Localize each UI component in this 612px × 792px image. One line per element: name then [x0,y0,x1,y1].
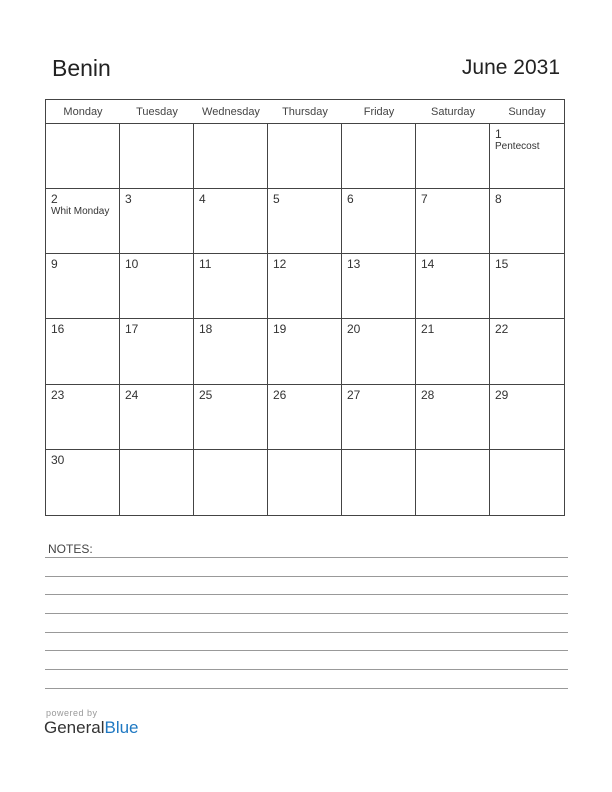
day-cell [194,124,268,189]
day-cell [268,450,342,515]
day-cell [194,319,268,384]
day-number: 4 [199,192,206,207]
notes-label: NOTES: [48,542,93,556]
day-cell [342,450,416,515]
day-cell [46,319,120,384]
day-cell [46,385,120,450]
day-cell [490,254,564,319]
day-cell [490,189,564,254]
day-cell [194,450,268,515]
logo-general: General [44,718,105,737]
day-cell [268,319,342,384]
powered-by-text: powered by [46,708,98,718]
note-line [45,632,568,633]
day-cell [342,124,416,189]
day-cell [268,385,342,450]
day-number: 7 [421,192,428,207]
day-number: 5 [273,192,280,207]
day-cell [268,189,342,254]
day-number: 18 [199,322,213,337]
day-number: 24 [125,387,139,402]
day-cell [416,319,490,384]
day-number: 15 [495,257,509,272]
day-cell [194,189,268,254]
day-cell [342,189,416,254]
day-number: 23 [51,387,65,402]
day-number: 8 [495,192,502,207]
day-number: 11 [199,257,212,272]
day-cell [46,450,120,515]
weekday-header: Thursday [268,100,342,124]
day-number: 22 [495,322,509,337]
day-cell [46,124,120,189]
generalblue-logo [44,718,139,738]
day-number: 10 [125,257,139,272]
day-cell [268,124,342,189]
weekday-header: Friday [342,100,416,124]
day-cell [416,450,490,515]
day-cell [46,189,120,254]
day-number: 25 [199,387,213,402]
day-cell [342,319,416,384]
note-line [45,669,568,670]
weekday-header: Saturday [416,100,490,124]
day-cell [416,385,490,450]
day-cell [342,385,416,450]
day-number: 2 [51,192,58,207]
day-number: 6 [347,192,354,207]
day-cell [490,319,564,384]
day-number: 3 [125,192,132,207]
weekday-header: Sunday [490,100,564,124]
holiday-label: Whit Monday [51,206,110,218]
brand-footer [44,708,139,738]
holiday-label: Pentecost [495,141,540,152]
weekday-header: Tuesday [120,100,194,124]
calendar-grid [45,99,565,516]
day-cell [490,385,564,450]
day-cell [120,124,194,189]
country-title: Benin [52,55,111,81]
day-number: 14 [421,257,435,272]
day-number: 9 [51,257,58,272]
day-number: 21 [421,322,435,337]
day-cell [120,254,194,319]
day-number: 30 [51,452,65,467]
day-number: 28 [421,387,435,402]
day-cell [194,385,268,450]
day-cell [268,254,342,319]
day-number: 20 [347,322,361,337]
note-line [45,613,568,614]
note-line [45,688,568,689]
weekday-header: Monday [46,100,120,124]
day-cell [416,189,490,254]
day-cell [120,450,194,515]
day-number: 12 [273,257,287,272]
day-number: 19 [273,322,287,337]
day-cell [416,254,490,319]
note-line [45,594,568,595]
note-line [45,557,568,558]
day-cell [120,385,194,450]
day-number: 16 [51,322,65,337]
note-line [45,650,568,651]
day-number: 26 [273,387,287,402]
day-number: 13 [347,257,361,272]
day-cell [490,450,564,515]
day-cell [490,124,564,189]
day-number: 29 [495,387,509,402]
day-cell [416,124,490,189]
day-cell [46,254,120,319]
note-line [45,576,568,577]
day-number: 1 [495,127,502,141]
day-number: 17 [125,322,139,337]
month-year-title: June 2031 [461,56,560,79]
day-cell [120,319,194,384]
logo-blue: Blue [104,718,139,737]
day-cell [342,254,416,319]
day-cell [120,189,194,254]
weekday-header: Wednesday [194,100,268,124]
day-cell [194,254,268,319]
day-number: 27 [347,387,361,402]
